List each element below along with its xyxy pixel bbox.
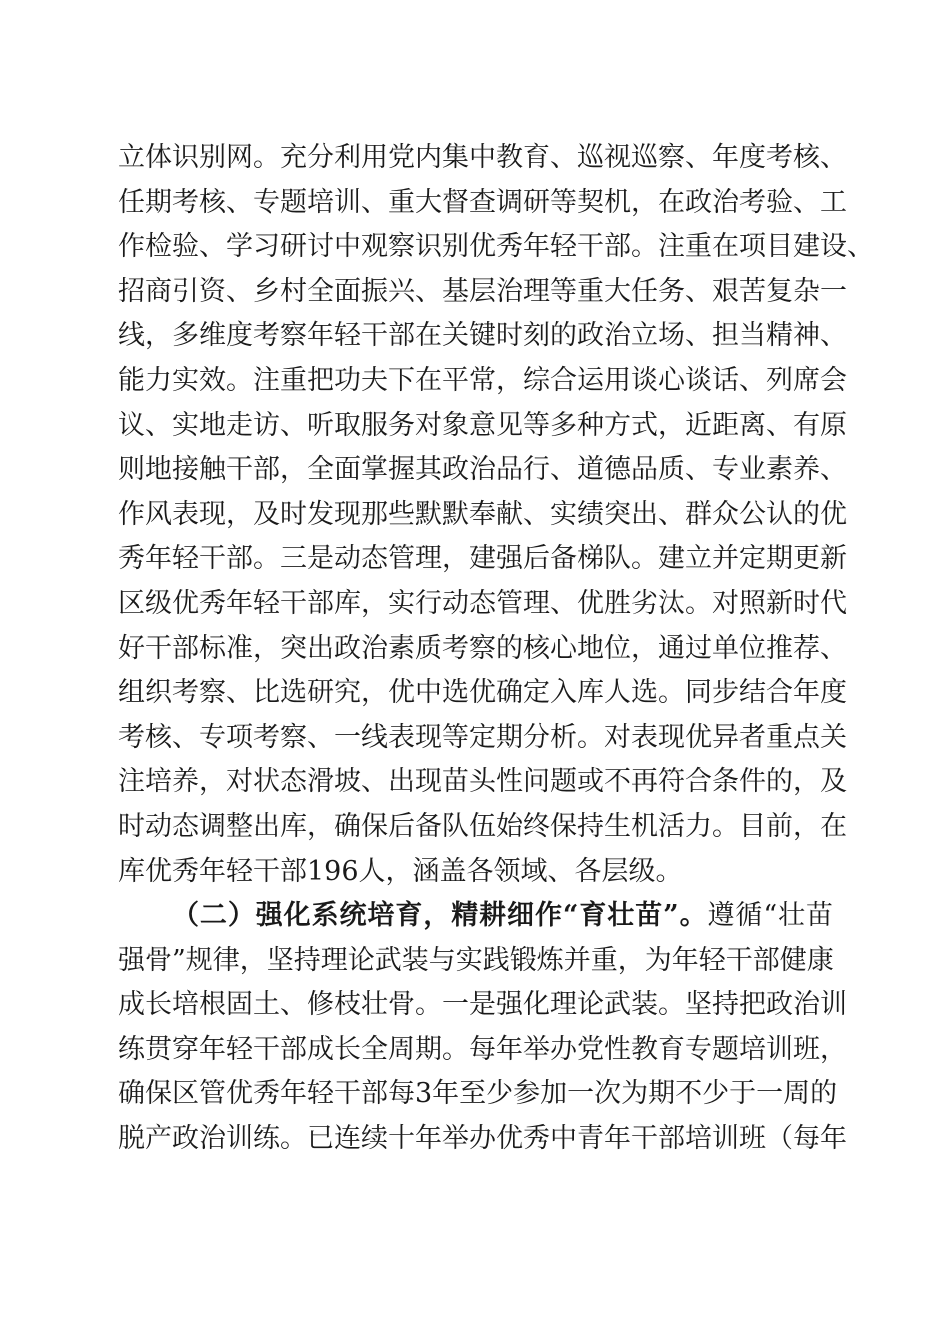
section-heading: （二）强化系统培育，精耕细作“育壮苗”。 — [172, 900, 708, 932]
text-line: 招商引资、乡村全面振兴、基层治理等重大任务、艰苦复杂一 — [118, 275, 847, 307]
text-line: 注培养，对状态滑坡、出现苗头性问题或不再符合条件的，及 — [118, 766, 847, 798]
text-line: 能力实效。注重把功夫下在平常，综合运用谈心谈话、列席会 — [118, 364, 847, 396]
document-body — [118, 136, 874, 1162]
text-line: 线，多维度考察年轻干部在关键时刻的政治立场、担当精神、 — [118, 320, 847, 352]
text-line: 区级优秀年轻干部库，实行动态管理、优胜劣汰。对照新时代 — [118, 587, 847, 619]
text-line: 库优秀年轻干部196人，涵盖各领域、各层级。 — [118, 855, 683, 887]
section-heading-line — [118, 894, 833, 939]
text-line: 练贯穿年轻干部成长全周期。每年举办党性教育专题培训班， — [118, 1033, 847, 1065]
text-line: 任期考核、专题培训、重大督查调研等契机，在政治考验、工 — [118, 186, 847, 218]
text-line: 秀年轻干部。三是动态管理，建强后备梯队。建立并定期更新 — [118, 543, 847, 575]
text-line: 时动态调整出库，确保后备队伍始终保持生机活力。目前，在 — [118, 810, 847, 842]
text-line: 确保区管优秀年轻干部每3年至少参加一次为期不少于一周的 — [118, 1078, 838, 1110]
text-line: 组织考察、比选研究，优中选优确定入库人选。同步结合年度 — [118, 677, 847, 709]
text-line: 议、实地走访、听取服务对象意见等多种方式，近距离、有原 — [118, 409, 847, 441]
text-line: 作检验、学习研讨中观察识别优秀年轻干部。注重在项目建设、 — [118, 231, 874, 263]
text-line: 好干部标准，突出政治素质考察的核心地位，通过单位推荐、 — [118, 632, 847, 664]
text-line: 脱产政治训练。已连续十年举办优秀中青年干部培训班（每年 — [118, 1123, 847, 1155]
text-line: 则地接触干部，全面掌握其政治品行、道德品质、专业素养、 — [118, 454, 847, 486]
text-line: 立体识别网。充分利用党内集中教育、巡视巡察、年度考核、 — [118, 142, 847, 173]
text-line: 考核、专项考察、一线表现等定期分析。对表现优异者重点关 — [118, 721, 847, 753]
text-line: 强骨”规律，坚持理论武装与实践锻炼并重，为年轻干部健康 — [118, 944, 834, 976]
text-fragment: 遵循“壮苗 — [707, 900, 833, 932]
text-line: 作风表现，及时发现那些默默奉献、实绩突出、群众公认的优 — [118, 498, 847, 530]
text-line: 成长培根固土、修枝壮骨。一是强化理论武装。坚持把政治训 — [118, 989, 847, 1021]
